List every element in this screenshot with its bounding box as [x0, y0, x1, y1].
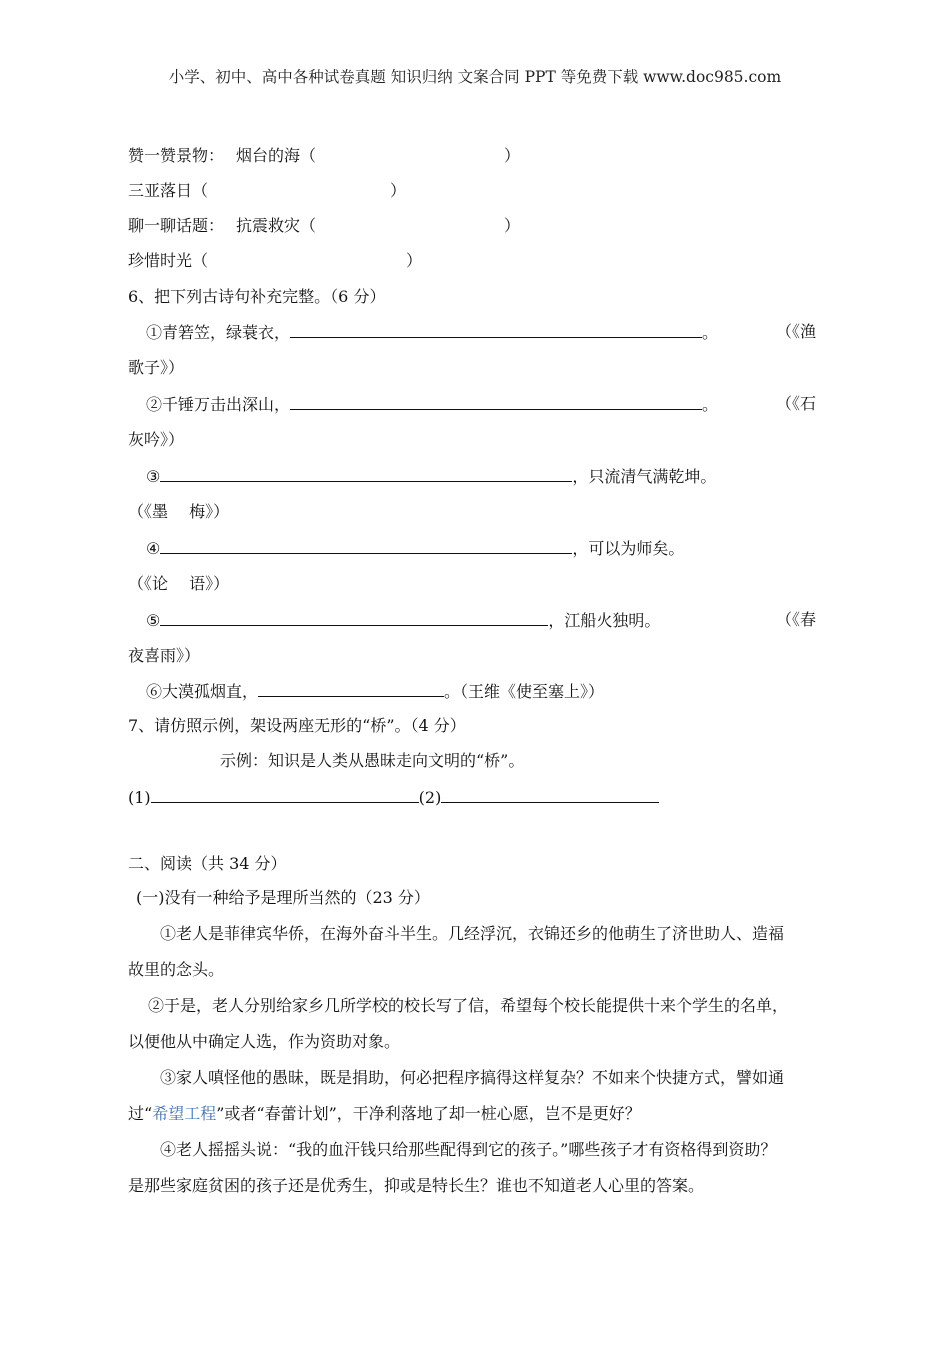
paragraph-2-line-1: ②于是，老人分别给家乡几所学校的校长写了信，希望每个校长能提供十来个学生的名单，: [148, 996, 789, 1015]
q7-example: 示例：知识是人类从愚昧走向文明的“桥”。: [220, 751, 525, 770]
q5-row1-close: ）: [504, 146, 521, 165]
answer-blank[interactable]: [290, 393, 702, 410]
q5-row4-item: 珍惜时光（: [128, 251, 209, 270]
q6-l1-source-start: （《渔: [776, 322, 817, 341]
answer-blank[interactable]: [160, 609, 548, 626]
q6-l3-pre: ③: [146, 467, 161, 486]
page-header: 小学、初中、高中各种试卷真题 知识归纳 文案合同 PPT 等免费下载 www.doc985.com: [168, 68, 782, 86]
q5-row2-item: 三亚落日（: [128, 181, 209, 200]
q6-line-1: [146, 321, 718, 344]
q6-l5-post: ，江船火独明。: [548, 611, 661, 630]
p3-pre: 过“: [128, 1104, 153, 1123]
q5-row-1: [128, 145, 520, 167]
q6-l2-source-start: （《石: [776, 394, 817, 413]
q6-l1-source-end: 歌子》）: [128, 358, 185, 377]
q6-l5-pre: ⑤: [146, 611, 161, 630]
q5-row3-label: 聊一聊话题：: [128, 216, 225, 235]
q7-title: 7、请仿照示例，架设两座无形的“桥”。（4 分）: [128, 716, 466, 735]
q6-l4-post: ，可以为师矣。: [572, 539, 685, 558]
paragraph-3-line-2: [128, 1103, 641, 1125]
answer-blank[interactable]: [258, 680, 444, 697]
q6-l5-source-end: 夜喜雨》）: [128, 646, 201, 665]
q6-title: 6、把下列古诗句补充完整。（6 分）: [128, 287, 386, 306]
q6-l2-pre: ②千锤万击出深山，: [146, 395, 291, 414]
hope-project-link[interactable]: 希望工程: [152, 1104, 217, 1123]
q7-b2-label: (2): [418, 788, 442, 807]
q6-l4-pre: ④: [146, 539, 161, 558]
q5-row2-close: ）: [390, 181, 407, 200]
paragraph-4-line-1: ④老人摇摇头说：“我的血汗钱只给那些配得到它的孩子。”哪些孩子才有资格得到资助？: [160, 1140, 777, 1159]
q6-line-3: [146, 465, 716, 488]
q6-l4-source: （《论 语》）: [128, 574, 230, 593]
q5-row3-close: ）: [504, 216, 521, 235]
q5-row1-item: 烟台的海（: [236, 146, 317, 165]
q6-l2-source-end: 灰吟》）: [128, 430, 185, 449]
q7-answer-line: [128, 786, 659, 809]
q7-b1-label: (1): [128, 788, 151, 807]
q6-line-5: [146, 609, 660, 632]
paragraph-4-line-2: 是那些家庭贫困的孩子还是优秀生，抑或是特长生？谁也不知道老人心里的答案。: [128, 1176, 705, 1195]
q6-l1-pre: ①青箬笠，绿蓑衣，: [146, 323, 291, 342]
q6-l6-pre: ⑥大漠孤烟直，: [146, 682, 259, 701]
q5-row4-close: ）: [406, 251, 423, 270]
paragraph-2-line-2: 以便他从中确定人选，作为资助对象。: [128, 1032, 401, 1051]
section2-subtitle: (一)没有一种给予是理所当然的（23 分）: [136, 888, 430, 907]
q5-row-2: [128, 180, 406, 202]
answer-blank[interactable]: [290, 321, 702, 338]
q6-l5-source-start: （《春: [776, 610, 817, 629]
q5-row-3: [128, 215, 520, 237]
paragraph-1-line-2: 故里的念头。: [128, 960, 225, 979]
q5-row3-item: 抗震救灾（: [236, 216, 317, 235]
section2-title: 二、阅读（共 34 分）: [128, 854, 287, 873]
q6-line-2: [146, 393, 718, 416]
q5-row1-label: 赞一赞景物：: [128, 146, 225, 165]
paragraph-3-line-1: ③家人嗔怪他的愚昧，既是捐助，何必把程序搞得这样复杂？不如来个快捷方式，譬如通: [160, 1068, 785, 1087]
q6-l1-end: 。: [702, 323, 719, 342]
q6-l3-source: （《墨 梅》）: [128, 502, 230, 521]
q6-line-4: [146, 537, 684, 560]
q5-row-4: [128, 250, 422, 272]
q6-line-6: [146, 680, 604, 703]
p3-post: ”或者“春蕾计划”，干净利落地了却一桩心愿，岂不是更好？: [216, 1104, 641, 1123]
answer-blank[interactable]: [160, 465, 572, 482]
q6-l3-post: ，只流清气满乾坤。: [572, 467, 717, 486]
answer-blank[interactable]: [441, 786, 659, 803]
q6-l2-end: 。: [702, 395, 719, 414]
answer-blank[interactable]: [151, 786, 419, 803]
q6-l6-post: 。（王维《使至塞上》）: [444, 682, 605, 701]
paragraph-1-line-1: ①老人是菲律宾华侨，在海外奋斗半生。几经浮沉，衣锦还乡的他萌生了济世助人、造福: [160, 924, 785, 943]
answer-blank[interactable]: [160, 537, 572, 554]
